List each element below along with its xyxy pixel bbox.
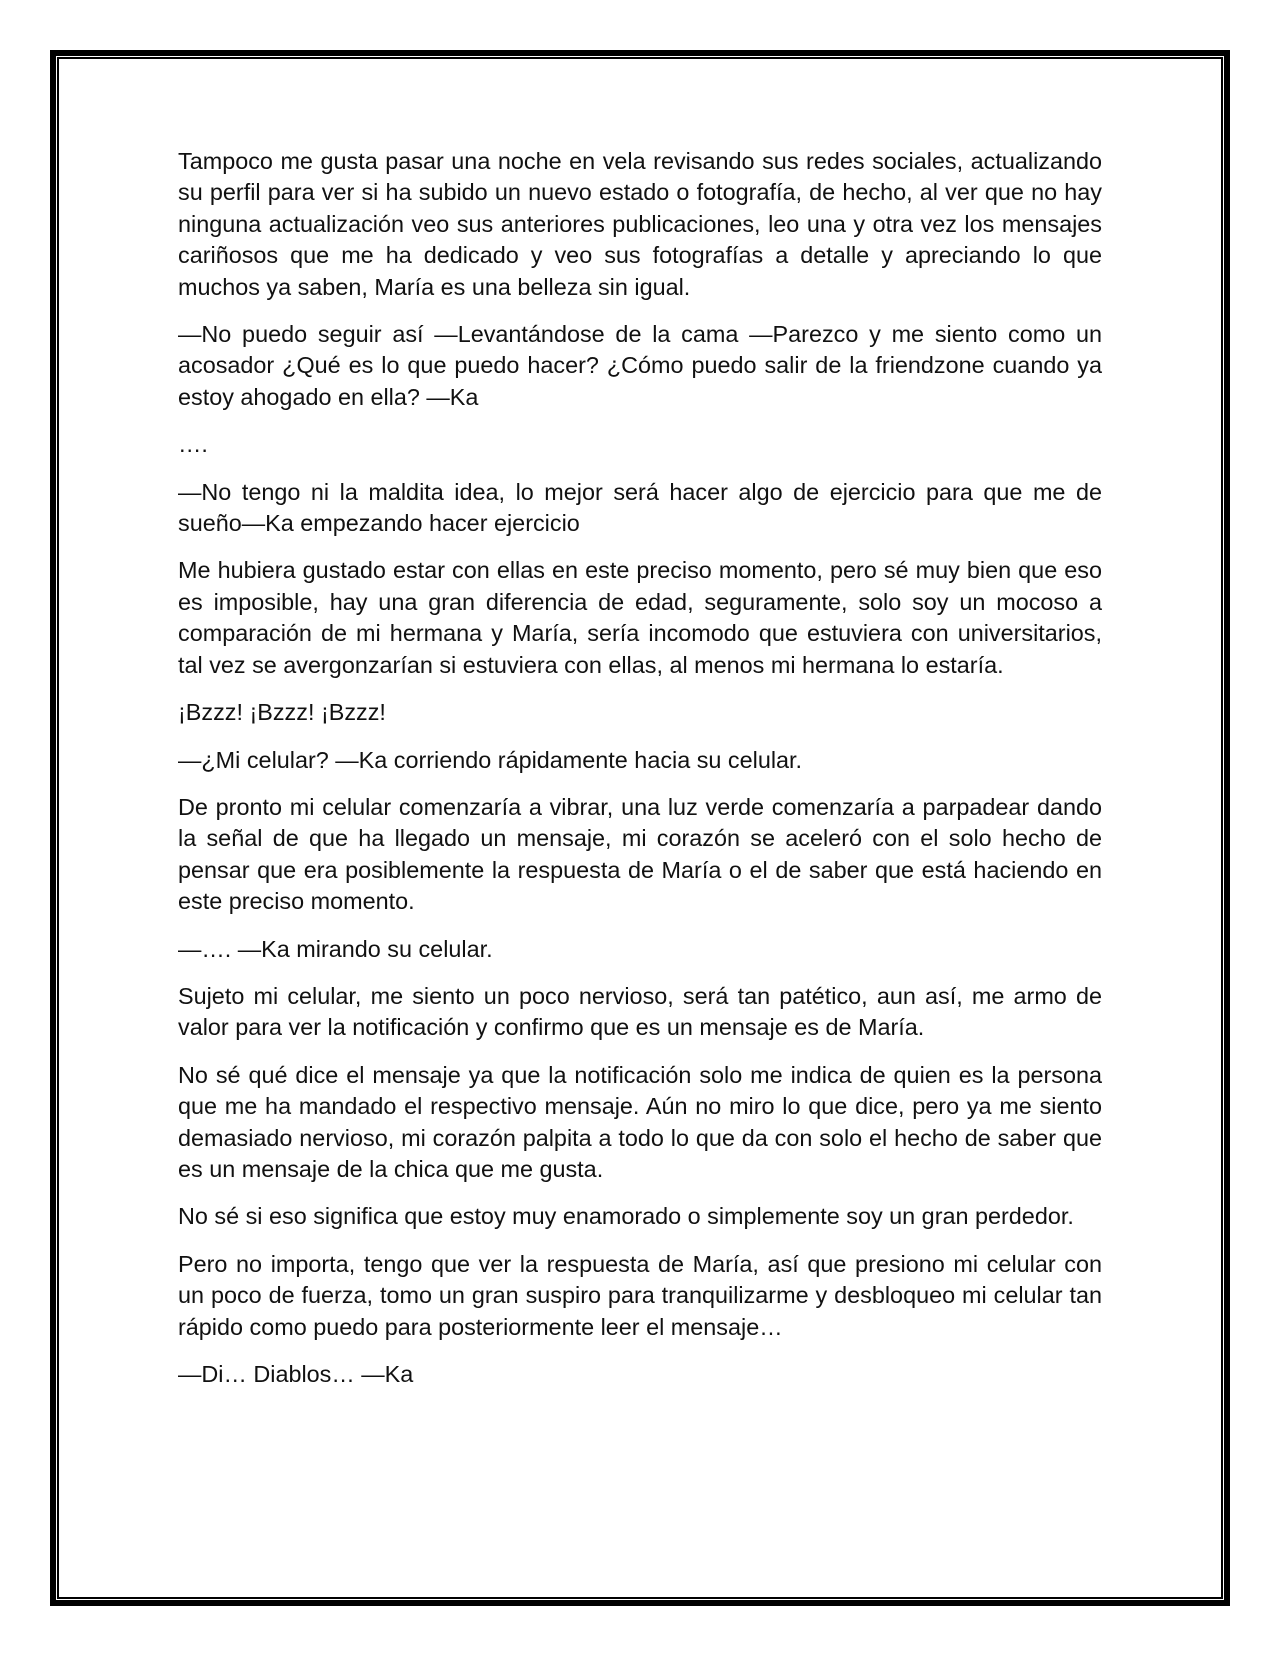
paragraph: …. (178, 431, 208, 458)
page-body (178, 146, 1102, 1406)
paragraph: No sé si eso significa que estoy muy enamorado o simplemente soy un gran perdedor. (178, 1203, 1074, 1230)
paragraph: Me hubiera gustado estar con ellas en este preciso momento, pero sé muy bien que eso es imposible, hay una gran diferencia de edad, seguramente, solo soy un mocoso a comparación de mi hermana y María, sería incomodo que estuviera con universitarios, tal vez se avergonzarían si estuviera con ellas, al menos mi hermana lo estaría. (178, 557, 1102, 678)
paragraph: —No tengo ni la maldita idea, lo mejor será hacer algo de ejercicio para que me de sueño—Ka empezando hacer ejercicio (178, 478, 1102, 537)
paragraph: Tampoco me gusta pasar una noche en vela revisando sus redes sociales, actualizando su perfil para ver si ha subido un nuevo estado o fotografía, de hecho, al ver que no hay ninguna actualización veo sus anteriores publicaciones, leo una y otra vez los mensajes cariñosos que me ha dedicado y veo sus fotografías a detalle y apreciando lo que muchos ya saben, María es una belleza sin igual. (178, 148, 1102, 300)
paragraph: Pero no importa, tengo que ver la respuesta de María, así que presiono mi celular con un poco de fuerza, tomo un gran suspiro para tranquilizarme y desbloqueo mi celular tan rápido como puedo para posteriormente leer el mensaje… (178, 1250, 1102, 1340)
paragraph: No sé qué dice el mensaje ya que la notificación solo me indica de quien es la persona que me ha mandado el respectivo mensaje. Aún no miro lo que dice, pero ya me siento demasiado nervioso, mi corazón palpita a todo lo que da con solo el hecho de saber que es un mensaje de la chica que me gusta. (178, 1061, 1102, 1182)
paragraph: ¡Bzzz! ¡Bzzz! ¡Bzzz! (178, 699, 386, 726)
paragraph: —¿Mi celular? —Ka corriendo rápidamente hacia su celular. (178, 746, 803, 773)
paragraph: —Di… Diablos… —Ka (178, 1361, 414, 1387)
paragraph: De pronto mi celular comenzaría a vibrar, una luz verde comenzaría a parpadear dando la señal de que ha llegado un mensaje, mi corazón se aceleró con el solo hecho de pensar que era posiblemente la respuesta de María o el de saber que está haciendo en este preciso momento. (178, 793, 1102, 915)
paragraph: —No puedo seguir así —Levantándose de la cama —Parezco y me siento como un acosador ¿Qué es lo que puedo hacer? ¿Cómo puedo salir de la friendzone cuando ya estoy ahogado en ella? —Ka (178, 321, 1102, 410)
paragraph: —…. —Ka mirando su celular. (178, 935, 493, 962)
paragraph: Sujeto mi celular, me siento un poco nervioso, será tan patético, aun así, me armo de valor para ver la notificación y confirmo que es un mensaje es de María. (178, 982, 1102, 1041)
